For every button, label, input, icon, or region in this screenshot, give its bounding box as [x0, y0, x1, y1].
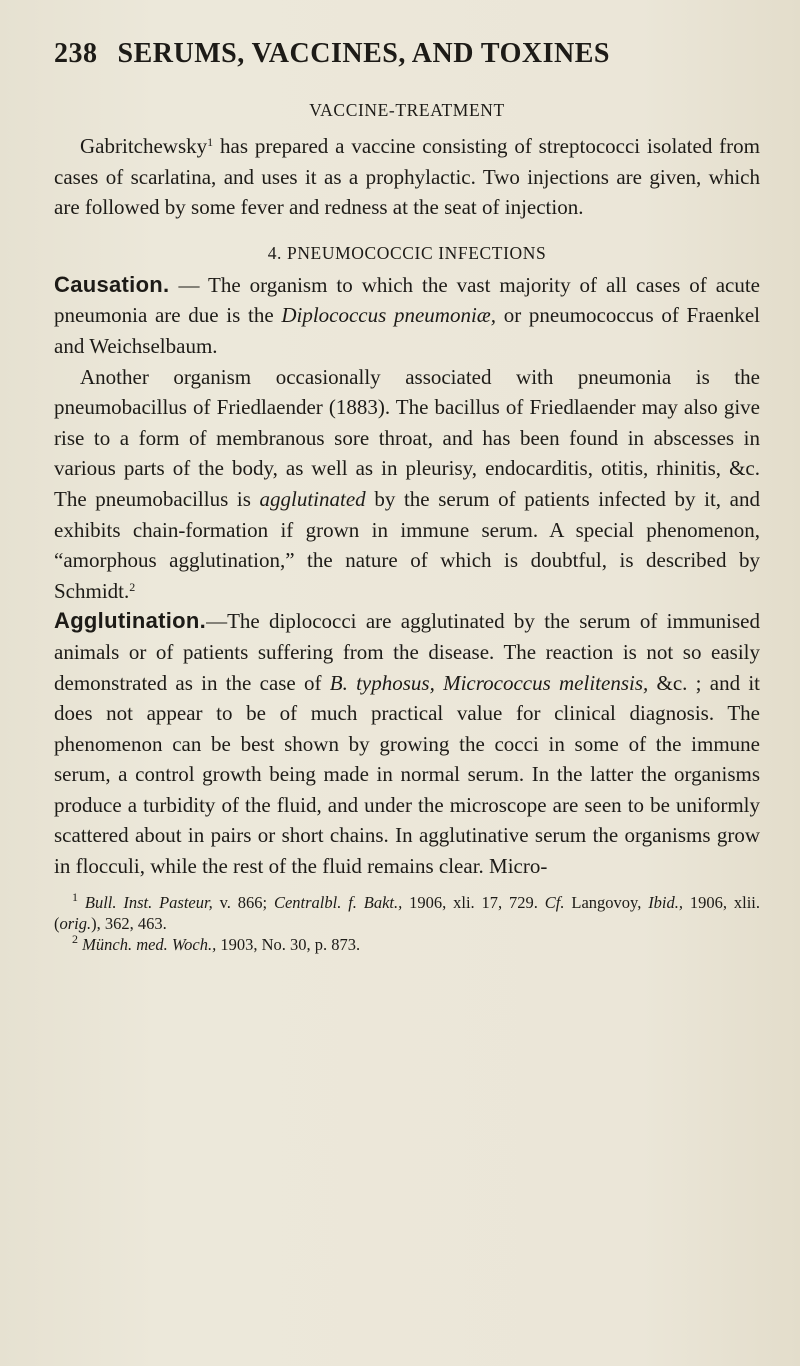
paragraph-pneumobacillus: Another organism occasionally associated with pneumonia is the pneumobacillus of Friedlaender (1883). The bacillus of Friedlaender may also give rise to a form of membranous sore throat, and has been found in abscesses in various parts of the body, as well as in pleurisy, endocarditis, otitis, rhinitis, &c. The pneumobacillus is agglutinated by the serum of patients infected by it, and exhibits chain-formation if grown in immune serum. A special phenomenon, “amorphous agglutination,” the nature of which is doubtful, is described by Schmidt.$^2$	[54, 364, 760, 603]
paragraph-causation: Causation. — The organism to which the vast majority of all cases of acute pneumonia are due is the Diplococcus pneumoniæ, or pneumococcus of Fraenkel and Weichselbaum.	[54, 271, 760, 358]
paragraph-vaccine: Gabritchewsky$^1$ has prepared a vaccine consisting of streptococci isolated from cases of scarlatina, and uses it as a prophylactic. Two injections are given, which are followed by some fever and redness at the seat of injection.	[54, 134, 760, 220]
footnote-ref-2: 2	[129, 579, 136, 594]
section-heading-vaccine-treatment: VACCINE-TREATMENT	[309, 100, 505, 120]
footnote-2: $^2$ Münch. med. Woch., 1903, No. 30, p. 873.	[72, 931, 361, 954]
runin-agglutination: Agglutination.	[54, 608, 207, 634]
running-head	[54, 38, 760, 70]
runin-causation: Causation.	[54, 271, 170, 297]
footnotes	[54, 889, 761, 955]
running-title: SERUMS, VACCINES, AND TOXINES	[117, 38, 610, 69]
page-number: 238	[54, 38, 98, 69]
section-heading-pneumococcic: 4. PNEUMOCOCCIC INFECTIONS	[267, 242, 547, 263]
footnote-ref-1: 1	[207, 135, 214, 149]
footnote-1: $^1$ Bull. Inst. Pasteur, v. 866; Centralbl. f. Bakt., 1906, xli. 17, 729. Cf. Langovoy, Ibid., 1906, xlii. (orig.), 362, 463.	[54, 889, 761, 933]
paragraph-agglutination: Agglutination.—The diplococci are agglutinated by the serum of immunised animals or of patients suffering from the disease. The reaction is not so easily demonstrated as in the case of B. typhosus, Micrococcus melitensis, &c. ; and it does not appear to be of much practical value for clinical diagnosis. The phenomenon can be best shown by growing the cocci in some of the immune serum, a control growth being made in normal serum. In the latter the organisms produce a turbidity of the fluid, and under the microscope are seen to be uniformly scattered about in pairs or short chains. In agglutinative serum the organisms grow in flocculi, while the rest of the fluid remains clear. Micro-	[54, 608, 760, 879]
